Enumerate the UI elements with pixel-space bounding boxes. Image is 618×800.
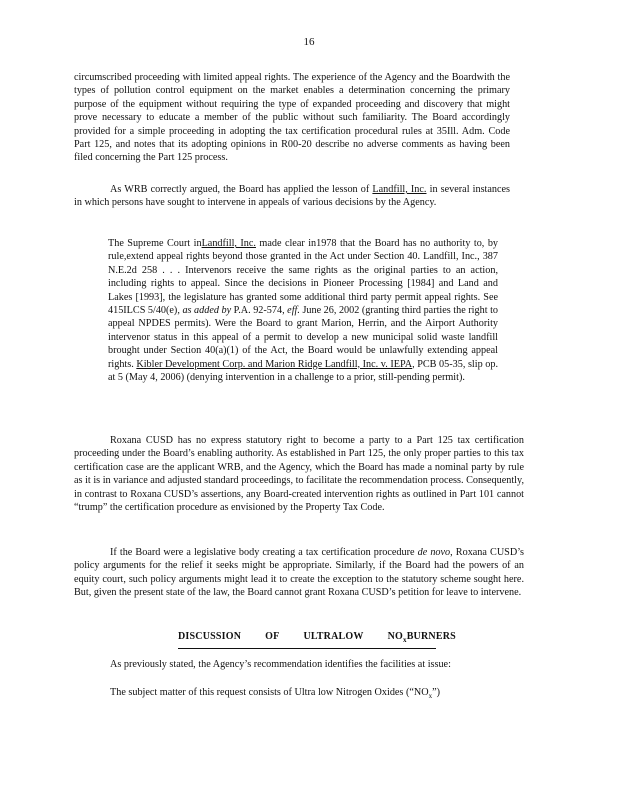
case-name: Landfill, Inc. bbox=[372, 184, 427, 195]
text-segment: , Roxana CUSD’s policy arguments for the relief it seeks might be appropriate. Similarly, if the Board had the powers of an equity court, such policy arguments might lead it to create the exception to the statutory scheme sought here. But, given the present state of the law, the Board cannot grant Roxana CUSD’s petition for leave to intervene. bbox=[74, 547, 524, 599]
heading-subscript: x bbox=[402, 636, 407, 644]
text-segment: in several instances in which persons have sought to intervene in appeals of various decisions by the Agency. bbox=[74, 184, 511, 209]
italic-segment: de novo bbox=[417, 547, 451, 558]
case-citation: Kibler Development Corp. and Marion Ridge Landfill, Inc. v. IEPA bbox=[136, 358, 413, 370]
heading-word: BURNERS bbox=[406, 631, 456, 642]
block-quote bbox=[108, 237, 498, 384]
page-number: 16 bbox=[303, 36, 315, 48]
text-segment: The subject matter of this request consists of Ultra low Nitrogen Oxides (“NO bbox=[110, 687, 429, 698]
paragraph-recommendation: As previously stated, the Agency’s recommendation identifies the facilities at issue: bbox=[110, 659, 451, 670]
text-segment: If the Board were a legislative body creating a tax certification procedure bbox=[110, 547, 418, 558]
paragraph-legislative-body bbox=[74, 546, 524, 600]
paragraph-agency-experience: circumscribed proceeding with limited appeal rights. The experience of the Agency and the Boardwith the types of pollution control equipment on the market enables a determination concerning the primary purpose of the equipment without requiring the type of expanded proceeding and discovery that might prove necessary to educate a member of the public without such familiarity. The Board accordingly provided for a simple proceeding in adopting the tax certification procedural rules at 35Ill. Adm. Code Part 125, and notes that its adopting opinions in R00-20 describe no adverse comments as having been filed concerning the Part 125 process. bbox=[74, 72, 510, 164]
text-segment: , PCB 05-35, slip op. at 5 (May 4, 2006) (denying intervention in a challenge to a prior, still-pending permit). bbox=[108, 358, 498, 384]
text-segment: As WRB correctly argued, the Board has applied the lesson of bbox=[110, 184, 373, 195]
text-segment: The Supreme Court in bbox=[108, 238, 202, 249]
paragraph-wrb-argument bbox=[74, 183, 510, 210]
paragraph-roxana-no-right: Roxana CUSD has no express statutory right to become a party to a Part 125 tax certification proceeding under the Board’s enabling authority. As established in Part 125, the only proper parties to this tax certification case are the applicant WRB, and the Agency, which the Board has made a nominal party by rule as it is in variance and adjusted standard proceedings, to facilitate the recommendation process. Consequently, in contrast to Roxana CUSD’s assertions, any Board-created intervention rights as outlined in Part 101 cannot “trump” the certification procedure as envisioned by the Property Tax Code. bbox=[74, 435, 524, 514]
text-segment: made clear in1978 that the Board has no authority to, by rule,extend appeal rights beyond those granted in the Act under Section 40. Landfill, Inc., 387 N.E.2d 258 . . . Intervenors receive the same rights as the original parties to an action, including rights to appeal. Since the decisions in Pioneer Processing [1984] and Land and Lakes [1993], the legislature has granted some additional third party permit appeal rights. See 415ILCS 5/40(e), bbox=[108, 238, 499, 317]
text-segment: P.A. 92-574, bbox=[231, 305, 288, 317]
heading-word: NO bbox=[387, 631, 403, 642]
subscript-x: x bbox=[428, 692, 433, 701]
heading-word: ULTRALOW bbox=[303, 631, 364, 642]
italic-segment: eff. bbox=[287, 305, 300, 317]
text-segment: ”) bbox=[432, 687, 440, 698]
paragraph-subject-matter bbox=[110, 686, 524, 703]
italic-segment: as added by bbox=[182, 305, 232, 317]
section-heading bbox=[178, 630, 456, 649]
case-name: Landfill, Inc. bbox=[201, 238, 256, 249]
heading-word: OF bbox=[265, 631, 280, 642]
heading-word: DISCUSSION bbox=[178, 631, 242, 642]
text-segment: June 26, 2002 (granting third parties the right to appeal NPDES permits). Were the Board to grant Marion, Herrin, and the Airport Authority intervenor status in this appeal of a permit to develop a new municipal solid waste landfill brought under Section 40(a)(1) of the Act, the Board would be unlawfully extending appeal rights. bbox=[108, 305, 498, 370]
